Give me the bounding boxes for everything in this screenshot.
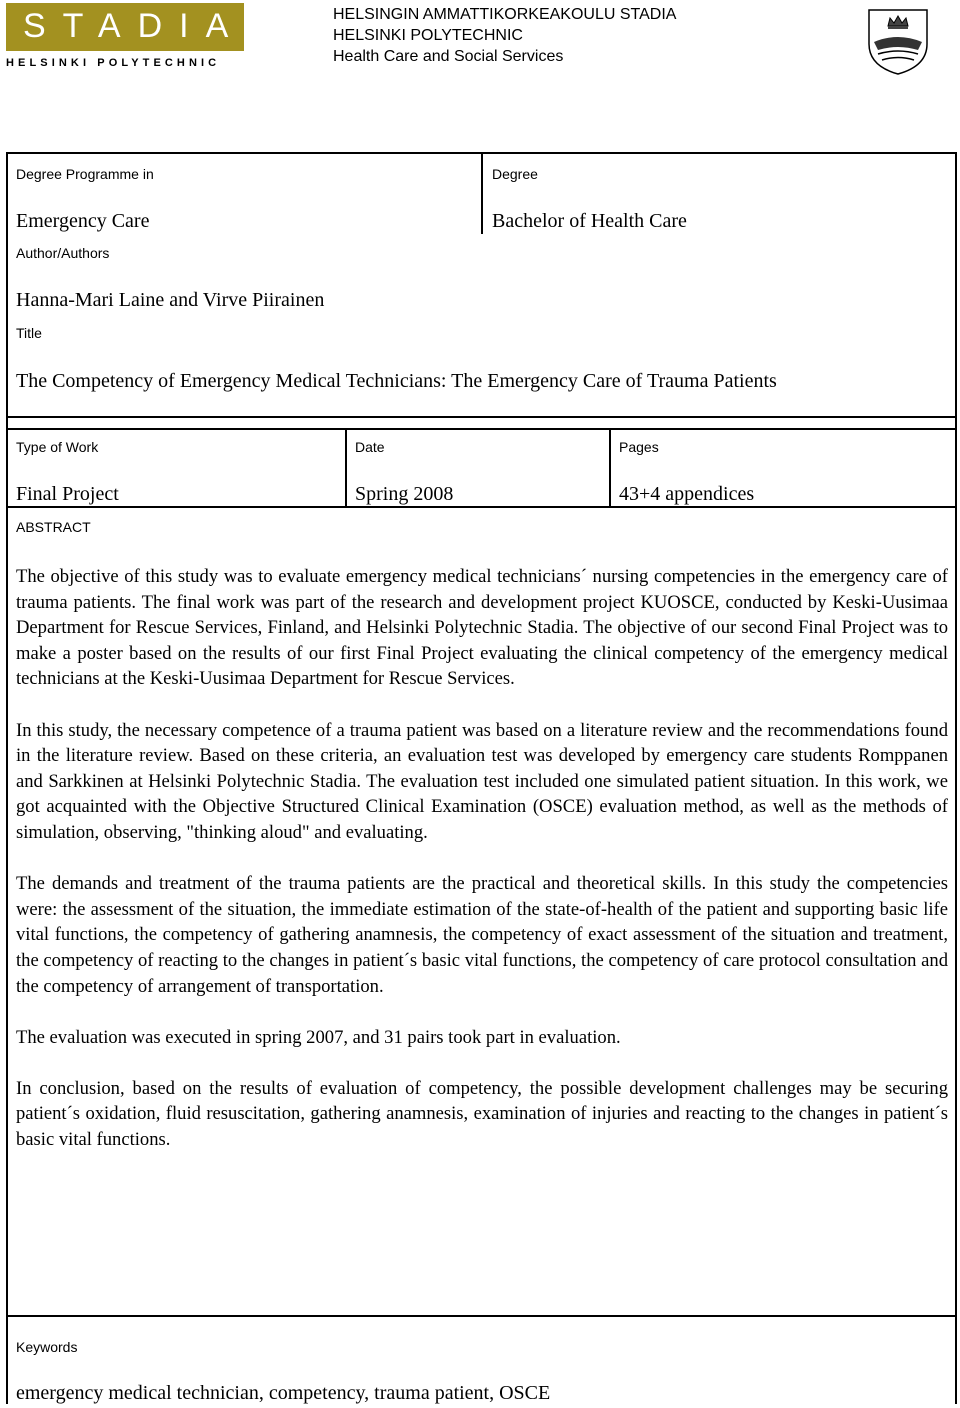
- divider-degree: [481, 154, 483, 234]
- stadia-logo: [6, 3, 244, 75]
- type-label: Type of Work: [16, 439, 99, 455]
- title-label: Title: [16, 325, 42, 341]
- institution-line-1: HELSINGIN AMMATTIKORKEAKOULU STADIA: [333, 6, 677, 23]
- type-value: Final Project: [16, 483, 119, 505]
- institution-line-3: Health Care and Social Services: [333, 48, 564, 65]
- keywords-label: Keywords: [16, 1339, 78, 1355]
- abstract-paragraph: The demands and treatment of the trauma patients are the practical and theoretical skills. In this study the competencies were: the assessment of the situation, the immediate estimation of the state-of-health of the patient and supporting basic life vital functions, the competency of gathering anamnesis, the competency of exact assessment of the situation and treatment, the competency of reacting to the changes in patient´s basic vital functions, the competency of care protocol consultation and the competency of arrangement of transportation.: [16, 873, 948, 997]
- logo-subtitle: HELSINKI POLYTECHNIC: [6, 57, 221, 69]
- programme-label: Degree Programme in: [16, 166, 154, 182]
- divider-title: [8, 416, 955, 418]
- degree-value: Bachelor of Health Care: [492, 210, 687, 232]
- abstract-paragraph: In conclusion, based on the results of evaluation of competency, the possible development challenges may be securing patient´s oxidation, fluid resuscitation, gathering anamnesis, examination of injuries and reacting to the changes in patient´s basic vital functions.: [16, 1077, 948, 1151]
- author-value: Hanna-Mari Laine and Virve Piirainen: [16, 289, 325, 311]
- programme-value: Emergency Care: [16, 210, 150, 232]
- abstract-form: [6, 152, 957, 1404]
- keywords-value: emergency medical technician, competency, trauma patient, OSCE: [16, 1382, 551, 1404]
- divider-date: [345, 428, 347, 506]
- logo-box: [6, 3, 244, 51]
- divider-keywords: [8, 1315, 955, 1317]
- abstract-label: ABSTRACT: [16, 519, 91, 535]
- author-label: Author/Authors: [16, 245, 110, 261]
- divider-type: [8, 428, 955, 430]
- date-value: Spring 2008: [355, 483, 454, 505]
- institution-header: [333, 4, 676, 67]
- pages-label: Pages: [619, 439, 659, 455]
- divider-pages: [609, 428, 611, 506]
- logo-word: STADIA: [23, 7, 246, 45]
- abstract-body: [16, 564, 948, 1178]
- date-label: Date: [355, 439, 385, 455]
- abstract-paragraph: The objective of this study was to evaluate emergency medical technicians´ nursing competencies in the emergency care of trauma patients. The final work was part of the research and development project KUOSCE, conducted by Keski-Uusimaa Department for Rescue Services, Finland, and Helsinki Polytechnic Stadia. The objective of our second Final Project was to make a poster based on the results of our first Final Project evaluating the clinical competency of the emergency medical technicians at the Keski-Uusimaa Department for Rescue Services.: [16, 566, 948, 690]
- abstract-paragraph: The evaluation was executed in spring 2007, and 31 pairs took part in evaluation.: [16, 1026, 621, 1048]
- pages-value: 43+4 appendices: [619, 483, 755, 505]
- title-value: The Competency of Emergency Medical Technicians: The Emergency Care of Trauma Patients: [16, 370, 777, 392]
- abstract-paragraph: In this study, the necessary competence of a trauma patient was based on a literature review and the recommendations found in the literature review. Based on these criteria, an evaluation test was developed by emergency care students Romppanen and Sarkkinen at Helsinki Polytechnic Stadia. The evaluation test included one simulated patient situation. In this work, we got acquainted with the Objective Structured Clinical Examination (OSCE) evaluation method, as well as the methods of simulation, observing, "thinking aloud" and evaluating.: [16, 719, 948, 843]
- city-crest-icon: [866, 4, 930, 76]
- degree-label: Degree: [492, 166, 538, 182]
- institution-line-2: HELSINKI POLYTECHNIC: [333, 27, 523, 44]
- divider-abstract: [8, 506, 955, 508]
